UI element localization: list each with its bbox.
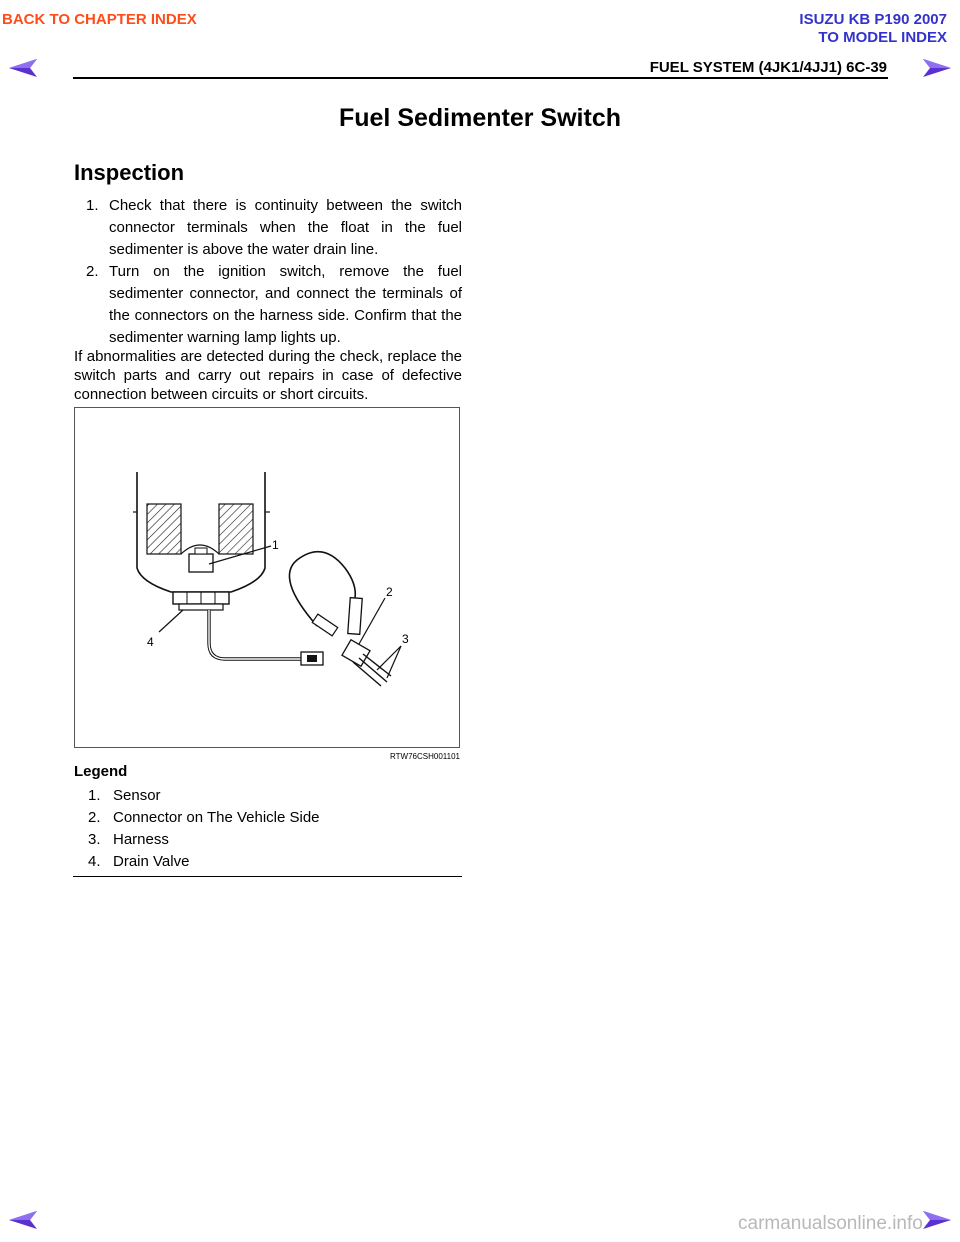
callout-1: 1 (272, 538, 279, 552)
legend-label: Harness (113, 831, 169, 848)
page-title: Fuel Sedimenter Switch (338, 104, 621, 132)
header-divider (73, 77, 888, 79)
section-subtitle: Inspection (74, 160, 185, 185)
legend-number: 1. (88, 787, 101, 804)
legend-number: 2. (88, 809, 101, 826)
legend-number: 3. (88, 831, 101, 848)
callout-4: 4 (147, 635, 154, 649)
arrow-right-icon[interactable] (922, 58, 952, 78)
watermark: carmanualsonline.info (738, 1213, 923, 1234)
inspection-step (86, 195, 462, 261)
model-title-link[interactable]: ISUZU KB P190 2007 (799, 11, 947, 28)
inspection-note: If abnormalities are detected during the check, replace the switch parts and carry out repairs in case of defective connection between circuits or short circuits. (74, 348, 462, 403)
arrow-left-icon[interactable] (8, 1210, 38, 1230)
step-number: 2. (86, 263, 99, 280)
callout-3: 3 (402, 632, 409, 646)
step-text: Turn on the ignition switch, remove the fuel sedimenter connector, and connect the terminals of the connectors on the harness side. Confirm that the sedimenter warning lamp lights up. (109, 263, 462, 346)
bottom-divider (73, 876, 462, 877)
step-number: 1. (86, 197, 99, 214)
callout-2: 2 (386, 585, 393, 599)
back-to-chapter-index-link[interactable]: BACK TO CHAPTER INDEX (2, 11, 197, 28)
legend-label: Connector on The Vehicle Side (113, 809, 320, 826)
legend-title: Legend (74, 763, 128, 780)
legend-label: Drain Valve (113, 853, 190, 870)
inspection-step (86, 261, 462, 349)
arrow-right-icon[interactable] (922, 1210, 952, 1230)
figure-code: RTW76CSH001101 (390, 752, 460, 761)
sedimenter-switch-figure (74, 407, 460, 748)
sedimenter-diagram (75, 408, 461, 749)
arrow-left-icon[interactable] (8, 58, 38, 78)
model-index-link[interactable]: TO MODEL INDEX (818, 29, 947, 46)
legend-number: 4. (88, 853, 101, 870)
step-text: Check that there is continuity between the switch connector terminals when the float in the fuel sedimenter is above the water drain line. (109, 197, 462, 258)
section-header: FUEL SYSTEM (4JK1/4JJ1) 6C-39 (649, 59, 887, 76)
legend-label: Sensor (113, 787, 161, 804)
